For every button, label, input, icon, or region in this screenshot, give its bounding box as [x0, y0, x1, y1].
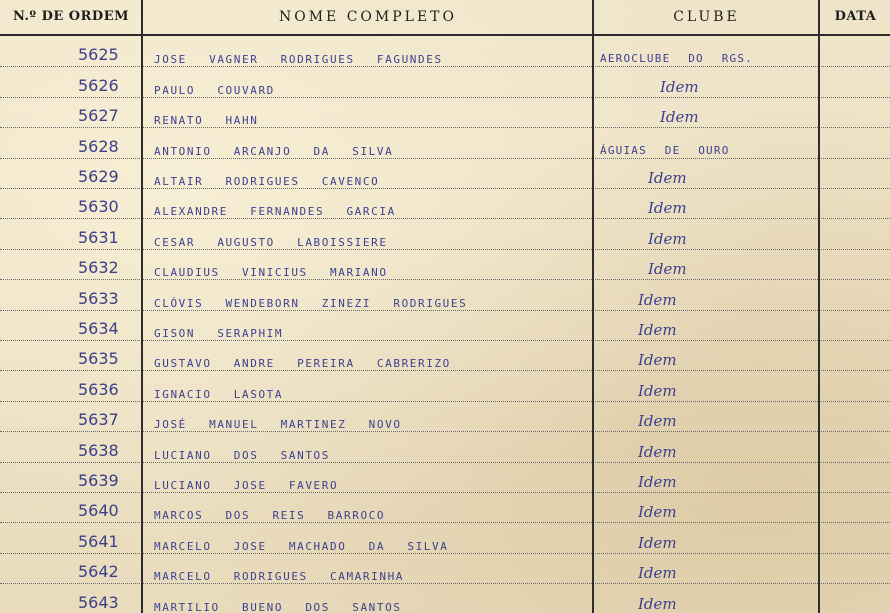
- table-row: [0, 370, 890, 401]
- order-number: 5633: [78, 288, 119, 308]
- full-name: IGNACIO LASOTA: [154, 387, 284, 401]
- column-divider-1: [141, 0, 143, 613]
- table-row: [0, 431, 890, 462]
- full-name: MARCOS DOS REIS BARROCO: [154, 509, 386, 523]
- table-row: [0, 279, 890, 310]
- full-name: CLÓVIS WENDEBORN ZINEZI RODRIGUES: [154, 296, 468, 310]
- full-name: CLAUDIUS VINICIUS MARIANO: [154, 266, 388, 280]
- full-name: ALEXANDRE FERNANDES GARCIA: [154, 205, 396, 219]
- full-name: LUCIANO DOS SANTOS: [154, 448, 331, 462]
- order-number: 5632: [78, 258, 119, 278]
- table-row: [0, 127, 890, 158]
- table-row: [0, 97, 890, 128]
- table-row: [0, 462, 890, 493]
- club-name: Idem: [660, 108, 699, 127]
- table-row: [0, 583, 890, 613]
- order-number: 5639: [78, 470, 119, 490]
- full-name: MARCELO RODRIGUES CAMARINHA: [154, 570, 405, 584]
- table-row: [0, 492, 890, 523]
- order-number: 5625: [78, 45, 119, 65]
- header-clube: CLUBE: [673, 9, 740, 25]
- table-row: [0, 218, 890, 249]
- full-name: MARTILIO BUENO DOS SANTOS: [154, 600, 402, 613]
- order-number: 5642: [78, 562, 119, 582]
- full-name: JOSÉ MANUEL MARTINEZ NOVO: [154, 418, 402, 432]
- order-number: 5631: [78, 227, 119, 247]
- full-name: RENATO HAHN: [154, 114, 259, 128]
- full-name: JOSE VAGNER RODRIGUES FAGUNDES: [154, 53, 443, 67]
- order-number: 5641: [78, 531, 119, 551]
- club-name: AEROCLUBE DO RGS.: [600, 52, 753, 66]
- order-number: 5626: [78, 75, 119, 95]
- club-name: Idem: [638, 351, 677, 370]
- column-divider-3: [818, 0, 820, 613]
- order-number: 5638: [78, 440, 119, 460]
- order-number: 5628: [78, 136, 119, 156]
- table-row: [0, 249, 890, 280]
- order-number: 5640: [78, 501, 119, 521]
- order-number: 5629: [78, 166, 119, 186]
- full-name: ALTAIR RODRIGUES CAVENCO: [154, 174, 380, 188]
- club-name: Idem: [638, 503, 677, 522]
- order-number: 5627: [78, 106, 119, 126]
- club-name: Idem: [638, 442, 677, 461]
- club-name: Idem: [648, 260, 687, 279]
- table-row: [0, 522, 890, 553]
- club-name: Idem: [638, 472, 677, 491]
- club-name: Idem: [660, 77, 699, 96]
- order-number: 5637: [78, 410, 119, 430]
- header-data: DATA: [834, 9, 877, 24]
- full-name: GISON SERAPHIM: [154, 326, 284, 340]
- full-name: MARCELO JOSE MACHADO DA SILVA: [154, 539, 449, 553]
- club-name: Idem: [638, 533, 677, 552]
- club-name: Idem: [638, 594, 677, 613]
- club-name: Idem: [648, 168, 687, 187]
- header-nome: NOME COMPLETO: [278, 9, 457, 25]
- club-name: Idem: [638, 412, 677, 431]
- club-name: Idem: [648, 199, 687, 218]
- full-name: LUCIANO JOSE FAVERO: [154, 478, 339, 492]
- table-row: [0, 553, 890, 584]
- table-row: [0, 401, 890, 432]
- order-number: 5634: [78, 318, 119, 338]
- table-row: [0, 158, 890, 189]
- order-number: 5635: [78, 349, 119, 369]
- full-name: ANTONIO ARCANJO DA SILVA: [154, 144, 394, 158]
- club-name: Idem: [638, 290, 677, 309]
- club-name: ÁGUIAS DE OURO: [600, 143, 730, 157]
- table-row: [0, 36, 890, 67]
- club-name: Idem: [648, 229, 687, 248]
- table-row: [0, 66, 890, 97]
- table-row: [0, 340, 890, 371]
- order-number: 5636: [78, 379, 119, 399]
- club-name: Idem: [638, 381, 677, 400]
- table-row: [0, 310, 890, 341]
- club-name: Idem: [638, 564, 677, 583]
- order-number: 5630: [78, 197, 119, 217]
- table-header: [0, 0, 890, 36]
- full-name: GUSTAVO ANDRE PEREIRA CABRERIZO: [154, 357, 451, 371]
- full-name: PAULO COUVARD: [154, 83, 275, 97]
- club-name: Idem: [638, 320, 677, 339]
- table-row: [0, 188, 890, 219]
- column-divider-2: [592, 0, 594, 613]
- order-number: 5643: [78, 592, 119, 612]
- full-name: CESAR AUGUSTO LABOISSIERE: [154, 235, 388, 249]
- header-ordem: N.º DE ORDEM: [12, 9, 129, 24]
